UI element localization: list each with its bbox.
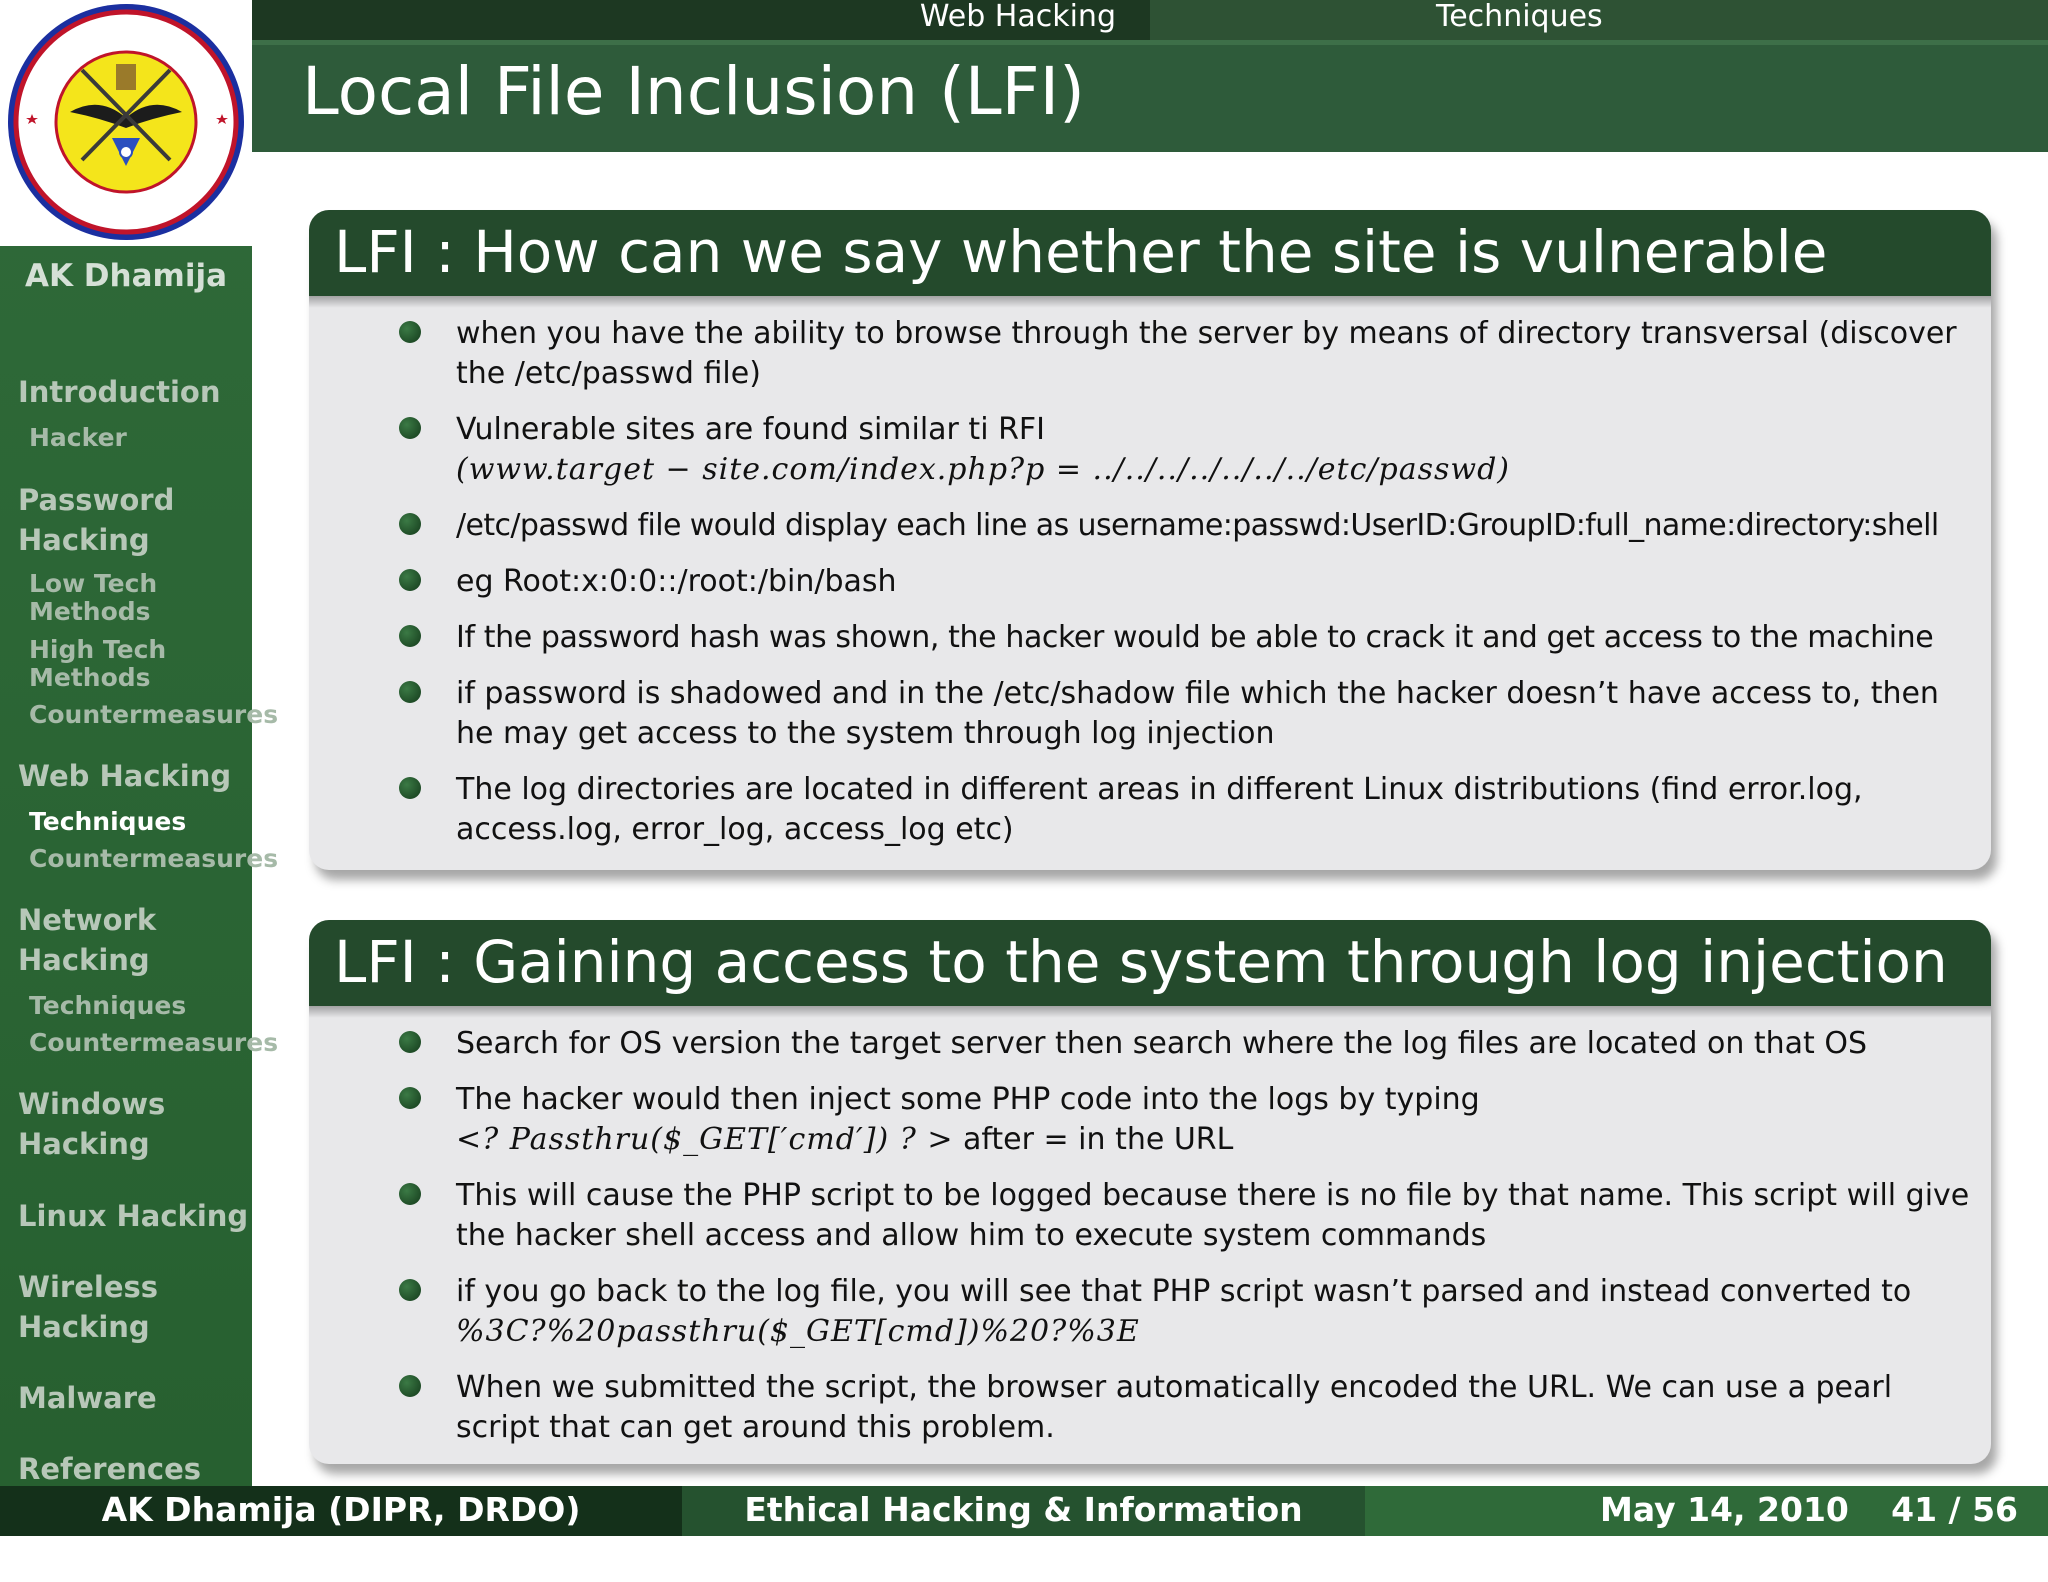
bullet-icon [399, 625, 421, 647]
sidebar-section-web-hacking[interactable]: Web Hacking [18, 759, 232, 793]
bullet-icon [399, 321, 421, 343]
item-text-tail: after = in the URL [953, 1122, 1234, 1157]
footer-date: May 14, 2010 [1600, 1490, 1849, 1529]
nav-current-subsection[interactable] [1150, 0, 2048, 40]
item-text: The log directories are located in different areas in different Linux distributions (find error.log, access.log, error_log, access_log etc) [456, 772, 1863, 847]
sidebar [0, 0, 279, 1486]
top-navigation-bar [252, 0, 2048, 40]
sidebar-section-wireless-hacking[interactable]: Wireless Hacking [18, 1270, 159, 1344]
list-item [309, 1272, 1971, 1352]
drdo-logo [0, 0, 252, 246]
item-text: eg Root:x:0:0::/root:/bin/bash [456, 564, 897, 599]
bullet-icon [399, 1031, 421, 1053]
nav-section-label: Web Hacking [919, 0, 1116, 34]
sidebar-author: AK Dhamija [25, 258, 227, 294]
item-math: %3C?%20passthru($_GET[cmd])%20?%3E [456, 1314, 1140, 1349]
list-item [309, 1176, 1971, 1256]
sidebar-section-linux-hacking[interactable]: Linux Hacking [18, 1199, 249, 1233]
bullet-icon [399, 1183, 421, 1205]
block-title: LFI : Gaining access to the system through log injection [309, 920, 1991, 1006]
footer-right [1365, 1486, 2048, 1536]
slide-title-band [252, 40, 2048, 152]
footer-bar [0, 1486, 2048, 1577]
list-item [309, 770, 1971, 850]
bullet-icon [399, 1279, 421, 1301]
nav-current-section[interactable] [252, 0, 1150, 40]
item-math: (www.target − site.com/index.php?p = ../../../../../../../etc/passwd) [456, 452, 1510, 487]
sidebar-sub-techniques-network[interactable]: Techniques [29, 991, 187, 1020]
footer-page-number: 41 / 56 [1891, 1490, 2018, 1529]
sidebar-section-windows-hacking[interactable]: Windows Hacking [18, 1087, 166, 1161]
list-item [309, 314, 1971, 394]
sidebar-sub-low-tech-methods[interactable]: Low Tech Methods [29, 569, 158, 626]
block-log-injection [309, 920, 1991, 1464]
bullet-icon [399, 513, 421, 535]
item-text: The hacker would then inject some PHP code into the logs by typing [456, 1082, 1480, 1117]
footer-author: AK Dhamija (DIPR, DRDO) [0, 1486, 682, 1536]
list-item [309, 618, 1971, 658]
block-body [309, 1006, 1991, 1478]
item-text: if you go back to the log file, you will see that PHP script wasn’t parsed and instead converted to [456, 1274, 1912, 1309]
list-item [309, 1024, 1971, 1064]
list-item [309, 506, 1971, 546]
list-item [309, 410, 1971, 490]
sidebar-sub-techniques-web[interactable]: Techniques [29, 807, 187, 836]
footer-title: Ethical Hacking & Information Security [682, 1486, 1365, 1536]
list-item [309, 674, 1971, 754]
bullet-icon [399, 1087, 421, 1109]
sidebar-sub-countermeasures-network[interactable]: Countermeasures [29, 1028, 279, 1057]
nav-subsection-label: Techniques [1436, 0, 1603, 34]
sidebar-sub-high-tech-methods[interactable]: High Tech Methods [29, 635, 167, 692]
bullet-icon [399, 777, 421, 799]
block-body [309, 296, 1991, 880]
item-text: If the password hash was shown, the hacker would be able to crack it and get access to the machine [456, 620, 1934, 655]
list-item [309, 1080, 1971, 1160]
item-text: /etc/passwd file would display each line as username:passwd:UserID:GroupID:full_name:directory:shell [456, 508, 1939, 543]
sidebar-section-references[interactable]: References [18, 1452, 202, 1486]
sidebar-section-introduction[interactable]: Introduction [18, 375, 221, 409]
sidebar-section-malware[interactable]: Malware [18, 1381, 157, 1415]
item-text: Search for OS version the target server then search where the log files are located on that OS [456, 1026, 1867, 1061]
list-item [309, 1368, 1971, 1448]
bullet-icon [399, 681, 421, 703]
sidebar-section-network-hacking[interactable]: Network Hacking [18, 903, 157, 977]
bullet-icon [399, 417, 421, 439]
list-item [309, 562, 1971, 602]
item-text: Vulnerable sites are found similar ti RFI [456, 412, 1046, 447]
item-math: <? Passthru($_GET[′cmd′]) ? > [456, 1122, 954, 1157]
drdo-emblem-icon [0, 0, 252, 246]
sidebar-sub-countermeasures-password[interactable]: Countermeasures [29, 700, 279, 729]
item-text: if password is shadowed and in the /etc/shadow file which the hacker doesn’t have access to, then he may get access to the system through log injection [456, 676, 1939, 751]
slide-title: Local File Inclusion (LFI) [302, 53, 1085, 130]
bullet-icon [399, 1375, 421, 1397]
sidebar-section-password-hacking[interactable]: Password Hacking [18, 483, 175, 557]
block-vulnerability-check [309, 210, 1991, 870]
bullet-icon [399, 569, 421, 591]
block-title: LFI : How can we say whether the site is vulnerable [309, 210, 1991, 296]
item-text: when you have the ability to browse through the server by means of directory transversal (discover the /etc/passwd file) [456, 316, 1957, 391]
sidebar-sub-hacker[interactable]: Hacker [29, 423, 127, 452]
item-text: This will cause the PHP script to be logged because there is no file by that name. This script will give the hacker shell access and allow him to execute system commands [456, 1178, 1970, 1253]
item-text: When we submitted the script, the browser automatically encoded the URL. We can use a pearl script that can get around this problem. [456, 1370, 1893, 1445]
sidebar-sub-countermeasures-web[interactable]: Countermeasures [29, 844, 279, 873]
